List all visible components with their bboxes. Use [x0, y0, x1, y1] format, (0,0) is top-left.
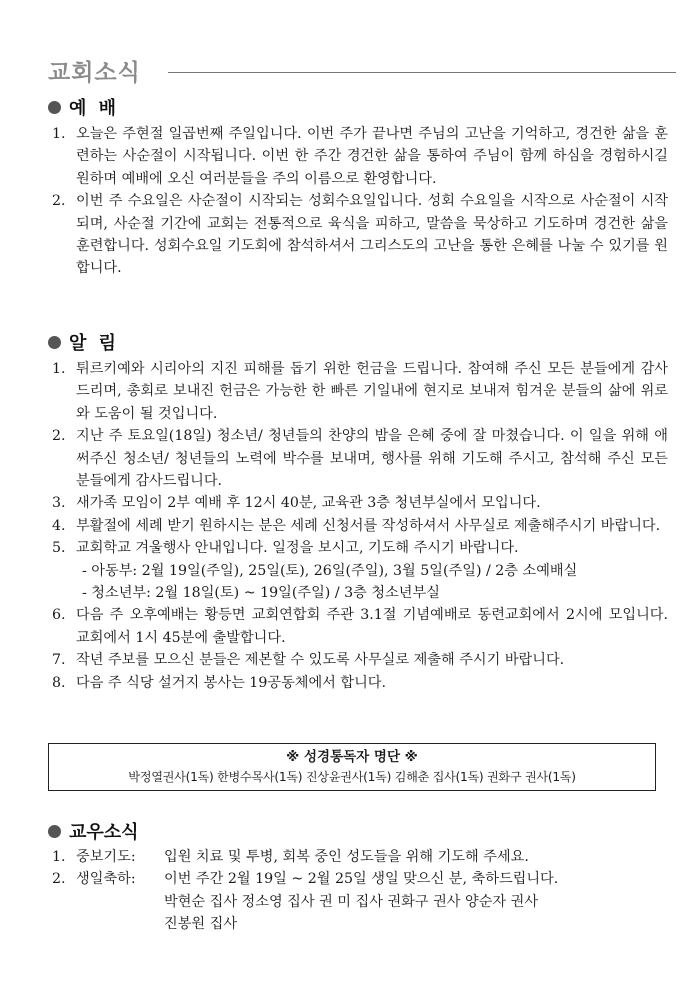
- bullet-icon: [48, 101, 61, 114]
- notices-section: [48, 329, 668, 694]
- bullet-icon: [48, 825, 61, 838]
- item-text: 교회학교 겨울행사 안내입니다. 일정을 보시고, 기도해 주시기 바랍니다.: [76, 540, 519, 557]
- page-header: [46, 48, 676, 88]
- worship-item: [48, 190, 668, 280]
- item-number: 3.: [52, 495, 66, 512]
- birthday-content: [164, 868, 668, 935]
- item-number: 2.: [52, 428, 66, 445]
- members-news-section: [48, 818, 668, 935]
- item-text: 다음 주 오후예배는 황등면 교회연합회 주관 3.1절 기념예배로 동련교회에서 2시에 모입니다. 교회에서 1시 45분에 출발합니다.: [76, 607, 668, 646]
- prayer-label: 중보기도:: [76, 849, 136, 865]
- notice-item: [48, 358, 668, 425]
- item-number: 2.: [52, 193, 66, 210]
- birthday-names: 박현순 집사 정소영 집사 권 미 집사 권화구 권사 양순자 권사: [164, 893, 539, 910]
- item-number: 4.: [52, 517, 66, 534]
- worship-title: 예 배: [69, 98, 120, 119]
- item-number: 2.: [52, 871, 66, 888]
- birthday-line: 이번 주간 2월 19일 ~ 2월 25일 생일 맞으신 분, 축하드립니다.: [164, 871, 559, 888]
- notices-list: [48, 358, 668, 694]
- prayer-text: 입원 치료 및 투병, 회복 중인 성도들을 위해 기도해 주세요.: [164, 849, 529, 865]
- item-text: 이번 주 수요일은 사순절이 시작되는 성회수요일입니다. 성회 수요일을 시작으로 사순절이 시작되며, 사순절 기간에 교회는 전통적으로 육식을 피하고, 말씀을 묵상하고 기도하며 경건한 삶을 훈련합니다. 성회수요일 기도회에 참석하셔서 그리스도의 고난을 통한 은혜를 나눌 수 있기를 원합니다.: [76, 193, 668, 277]
- item-text: 튀르키예와 시리아의 지진 피해를 돕기 위한 헌금을 드립니다. 참여해 주신 모든 분들에게 감사드리며, 총회로 보내진 헌금은 가능한 한 빠른 기일내에 현지로 보내져 힘겨운 분들의 삶에 위로와 도움이 될 것입니다.: [76, 361, 668, 422]
- item-number: 1.: [52, 849, 66, 865]
- item-text: 부활절에 세례 받기 원하시는 분은 세례 신청서를 작성하셔서 사무실로 제출해주시기 바랍니다.: [76, 517, 661, 534]
- item-number: 5.: [52, 540, 66, 557]
- item-number: 6.: [52, 607, 66, 624]
- worship-section: [48, 94, 668, 280]
- notice-item: [48, 672, 668, 694]
- bible-reading-box: [48, 743, 656, 791]
- bible-reading-names: 박정열권사(1독) 한병수목사(1독) 진상윤권사(1독) 김해춘 집사(1독) 권화구 권사(1독): [128, 770, 576, 784]
- notice-item: [48, 492, 668, 514]
- notices-heading: [48, 329, 668, 355]
- members-news-list: [48, 846, 668, 935]
- schedule-children: - 아동부: 2월 19일(주일), 25일(토), 26일(주일), 3월 5일(주일) / 2층 소예배실: [82, 562, 578, 579]
- item-text: 지난 주 토요일(18일) 청소년/ 청년들의 찬양의 밤을 은혜 중에 잘 마쳤습니다. 이 일을 위해 애써주신 청소년/ 청년들의 노력에 박수를 보내며, 행사를 위해 기도해 주시고, 참석해 주신 모든 분들에게 감사드립니다.: [76, 428, 668, 490]
- notice-item: [48, 425, 668, 492]
- notice-item: [48, 604, 668, 649]
- item-text: 작년 주보를 모으신 분들은 제본할 수 있도록 사무실로 제출해 주시기 바랍니다.: [76, 652, 565, 669]
- worship-heading: [48, 94, 668, 120]
- members-news-heading: [48, 818, 668, 844]
- birthday-greeting: [48, 868, 668, 935]
- prayer-request: [48, 846, 668, 868]
- item-number: 1.: [52, 361, 66, 377]
- worship-list: [48, 123, 668, 280]
- notice-item: [48, 649, 668, 671]
- bullet-icon: [48, 336, 61, 349]
- item-text: 오늘은 주현절 일곱번째 주일입니다. 이번 주가 끝나면 주님의 고난을 기억하고, 경건한 삶을 훈련하는 사순절이 시작됩니다. 이번 한 주간 경건한 삶을 통하여 주님이 함께 하심을 경험하시길 원하며 예배에 오신 여러분들을 주의 이름으로 환영합니다.: [76, 126, 668, 187]
- members-news-title: 교우소식: [69, 822, 139, 843]
- birthday-label: 생일축하:: [76, 871, 136, 888]
- page-title: 교회소식: [48, 60, 141, 86]
- item-text: 다음 주 식당 설거지 봉사는 19공동체에서 합니다.: [76, 674, 387, 691]
- item-text: 새가족 모임이 2부 예배 후 12시 40분, 교육관 3층 청년부실에서 모입니다.: [76, 495, 541, 512]
- header-divider: [168, 72, 676, 73]
- worship-item: [48, 123, 668, 190]
- notice-item: [48, 515, 668, 537]
- item-number: 8.: [52, 674, 66, 691]
- bible-reading-title: ※ 성경통독자 명단 ※: [286, 749, 418, 765]
- item-number: 1.: [52, 126, 66, 142]
- schedule-youth: - 청소년부: 2월 18일(토) ~ 19일(주일) / 3층 청소년부실: [82, 585, 440, 602]
- notices-title: 알 림: [69, 333, 120, 354]
- item-number: 7.: [52, 652, 66, 669]
- birthday-names: 진봉원 집사: [164, 916, 238, 933]
- notice-item: [48, 537, 668, 604]
